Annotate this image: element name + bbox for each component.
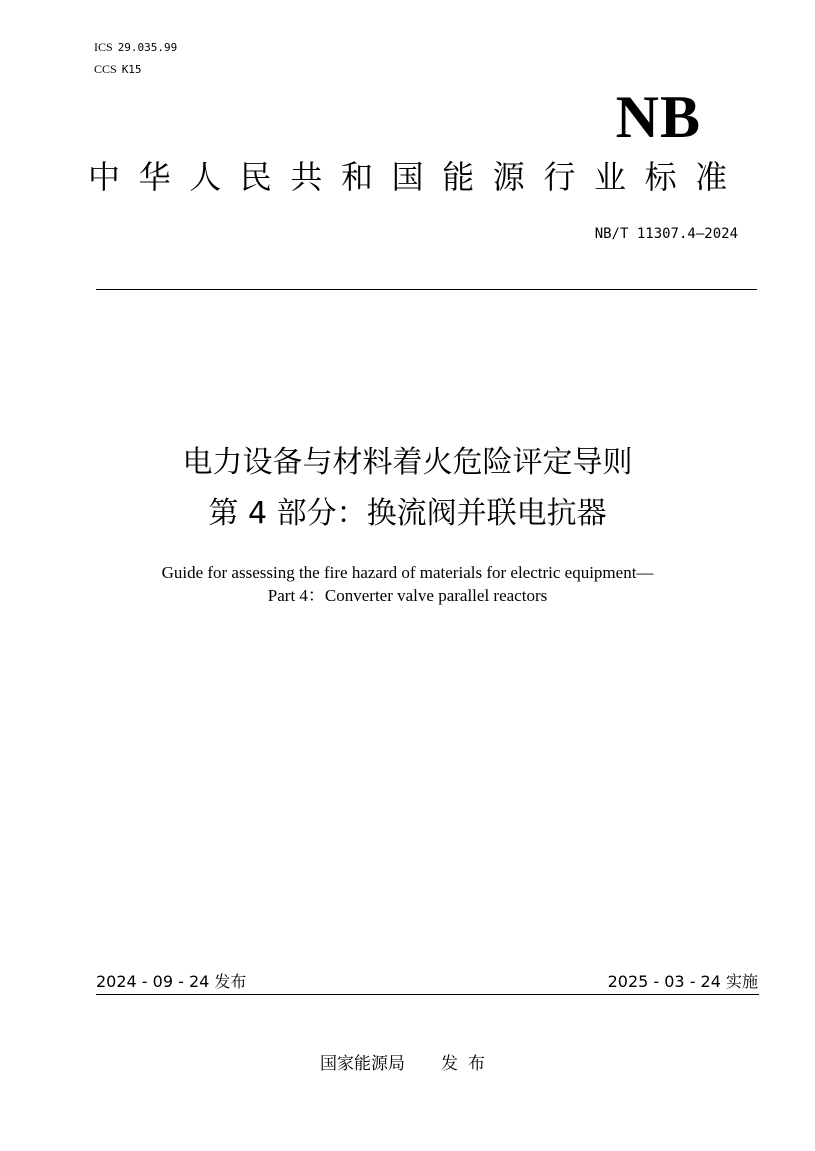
ics-value: 29.035.99 [117,41,178,54]
issue-date: 2024 - 09 - 24 发布 [96,972,247,991]
standard-org-title: 中华人民共和国能源行业标准 [88,158,746,196]
publisher [0,1052,815,1076]
nb-logo: NB [615,84,701,150]
ics-code [94,40,177,55]
title-en-line2: Part 4：Converter valve parallel reactors [267,586,548,605]
title-en-line1: Guide for assessing the fire hazard of materials for electric equipment— [161,563,654,582]
ccs-label: CCS [94,62,117,76]
ics-label: ICS [94,40,113,54]
publisher-action: 发布 [441,1054,495,1074]
title-zh-line1: 电力设备与材料着火危险评定导则 [182,445,633,480]
footer-divider [96,994,759,995]
ccs-code [94,62,142,77]
publisher-name: 国家能源局 [320,1054,405,1074]
header-divider [96,289,757,290]
implementation-date: 2025 - 03 - 24 实施 [607,972,758,991]
standard-number: NB/T 11307.4—2024 [594,226,738,242]
ccs-value: K15 [121,63,142,76]
title-zh-line2: 第 4 部分：换流阀并联电抗器 [208,496,607,531]
